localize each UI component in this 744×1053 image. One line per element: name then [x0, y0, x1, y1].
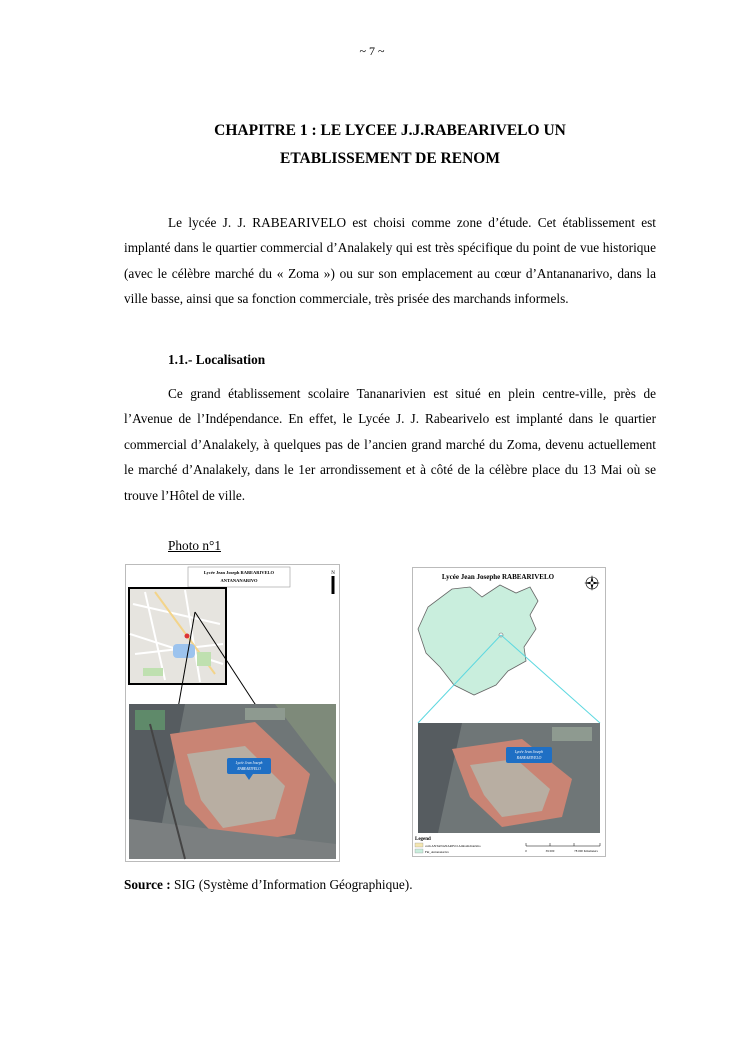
source-caption: [124, 877, 413, 893]
section-heading: 1.1.- Localisation: [168, 352, 266, 367]
map-left-callout-line1: Lycée Jean Joseph: [235, 761, 263, 765]
svg-text:39 000: 39 000: [545, 849, 555, 853]
legend-item-2: Fkt_Antananarivo: [425, 850, 449, 854]
svg-text:N: N: [331, 571, 335, 576]
map-right-image: [412, 567, 606, 857]
map-right-title: Lycée Jean Josephe RABEARIVELO: [441, 573, 555, 581]
map-right-callout-line2: RABEARIVELO: [516, 756, 542, 760]
map-right-callout: [506, 747, 552, 763]
satellite-image-right: [418, 723, 600, 833]
map-left-title-line2: ANTANANARIVO: [220, 578, 258, 583]
intro-paragraph: Le lycée J. J. RABEARIVELO est choisi comme zone d’étude. Cet établissement est implanté dans le quartier commercial d’Analakely qui est très spécifique du point de vue historique (avec le célèbre marché du « Zoma ») ou sur son emplacement au cœur d’Antananarivo, dans la ville basse, ainsi que sa fonction commerciale, très prisée des marchands informels.: [124, 215, 656, 307]
svg-text:78 000 Kilometers: 78 000 Kilometers: [574, 849, 598, 853]
svg-text:0: 0: [525, 849, 527, 853]
chapter-title-line1: CHAPITRE 1 : LE LYCEE J.J.RABEARIVELO UN: [214, 122, 566, 139]
photo-label: Photo n°1: [168, 538, 221, 553]
map-left-callout-line2: RABEARIVELO: [237, 767, 261, 771]
map-left-title-line1: Lycée Jean Joseph RABEARIVELO: [203, 570, 275, 575]
chapter-title-line2: ETABLISSEMENT DE RENOM: [280, 150, 500, 167]
map-right-callout-line1: Lycée Jean Joseph: [514, 750, 544, 754]
inset-street-map: [129, 588, 226, 684]
source-label: Source :: [124, 877, 171, 892]
page-number: ~ 7 ~: [359, 44, 385, 58]
satellite-image: [129, 704, 336, 859]
legend-item-1: com ANTANANARIVO Ambohidratrimo: [425, 844, 481, 848]
localisation-paragraph: Ce grand établissement scolaire Tananarivien est situé en plein centre-ville, près de l’Avenue de l’Indépendance. En effet, le Lycée J. J. Rabearivelo est implanté dans le quartier commercial d’Analakely, à quelques pas de l’ancien grand marché du Zoma, devenu actuellement le marché d’Analakely, dans le 1er arrondissement et à côté de la célèbre place du 13 Mai où se trouve l’Hôtel de ville.: [124, 386, 656, 503]
legend-title: Legend: [415, 837, 431, 842]
source-text: SIG (Système d’Information Géographique).: [170, 877, 413, 892]
map-left-image: [125, 564, 340, 862]
